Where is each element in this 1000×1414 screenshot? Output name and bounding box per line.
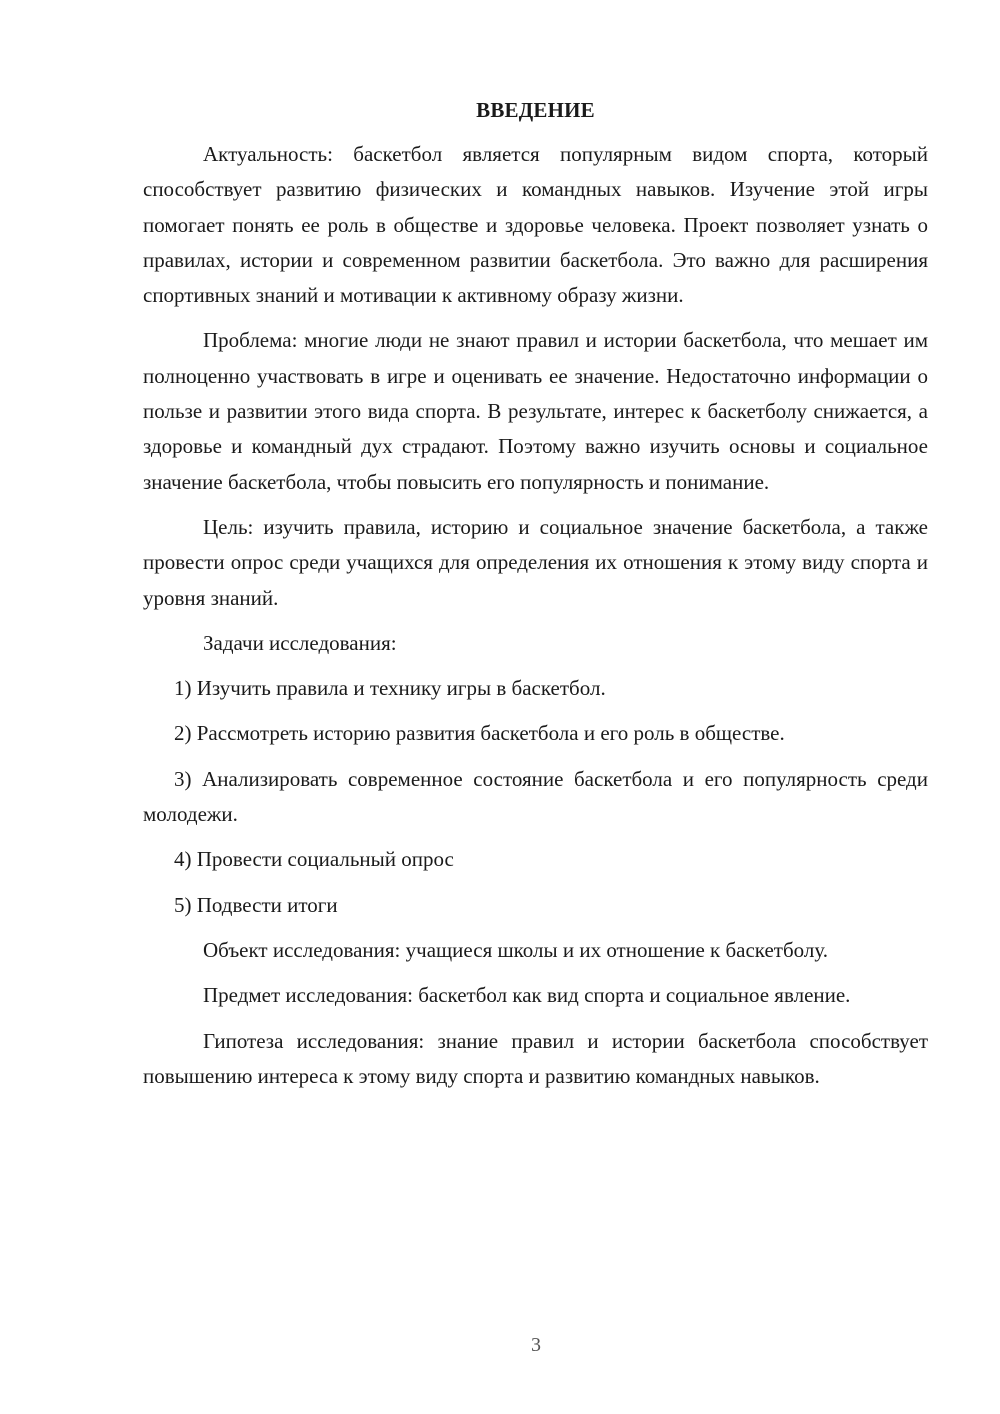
object-paragraph: Объект исследования: учащиеся школы и их отношение к баскетболу.	[203, 937, 829, 962]
relevance-paragraph: Актуальность: баскетбол является популярным видом спорта, который способствует развитию физических и командных навыков. Изучение этой игры помогает понять ее роль в обществе и здоровье человека. Проект позволяет узнать о правилах, истории и современном развитии баскетбола. Это важно для расширения спортивных знаний и мотивации к активному образу жизни.	[143, 142, 928, 308]
task-item: 1) Изучить правила и технику игры в баскетбол.	[174, 676, 606, 701]
problem-paragraph: Проблема: многие люди не знают правил и истории баскетбола, что мешает им полноценно участвовать в игре и оценивать ее значение. Недостаточно информации о пользе и развитии этого вида спорта. В результате, интерес к баскетболу снижается, а здоровье и командный дух страдают. Поэтому важно изучить основы и социальное значение баскетбола, чтобы повысить его популярность и понимание.	[143, 328, 928, 494]
document-page	[143, 96, 928, 1104]
goal-paragraph: Цель: изучить правила, историю и социальное значение баскетбола, а также провести опрос среди учащихся для определения их отношения к этому виду спорта и уровня знаний.	[143, 514, 928, 610]
task-item: 3) Анализировать современное состояние баскетбола и его популярность среди молодежи.	[143, 766, 928, 827]
page-title: ВВЕДЕНИЕ	[476, 98, 595, 122]
task-item: 5) Подвести итоги	[174, 892, 338, 917]
tasks-heading: Задачи исследования:	[203, 630, 397, 655]
tasks-list	[143, 671, 928, 923]
page-number: 3	[531, 1334, 541, 1356]
hypothesis-paragraph: Гипотеза исследования: знание правил и истории баскетбола способствует повышению интереса к этому виду спорта и развитию командных навыков.	[143, 1028, 928, 1088]
task-item: 2) Рассмотреть историю развития баскетбола и его роль в обществе.	[174, 721, 785, 746]
subject-paragraph: Предмет исследования: баскетбол как вид спорта и социальное явление.	[203, 983, 851, 1008]
task-item: 4) Провести социальный опрос	[174, 847, 454, 872]
